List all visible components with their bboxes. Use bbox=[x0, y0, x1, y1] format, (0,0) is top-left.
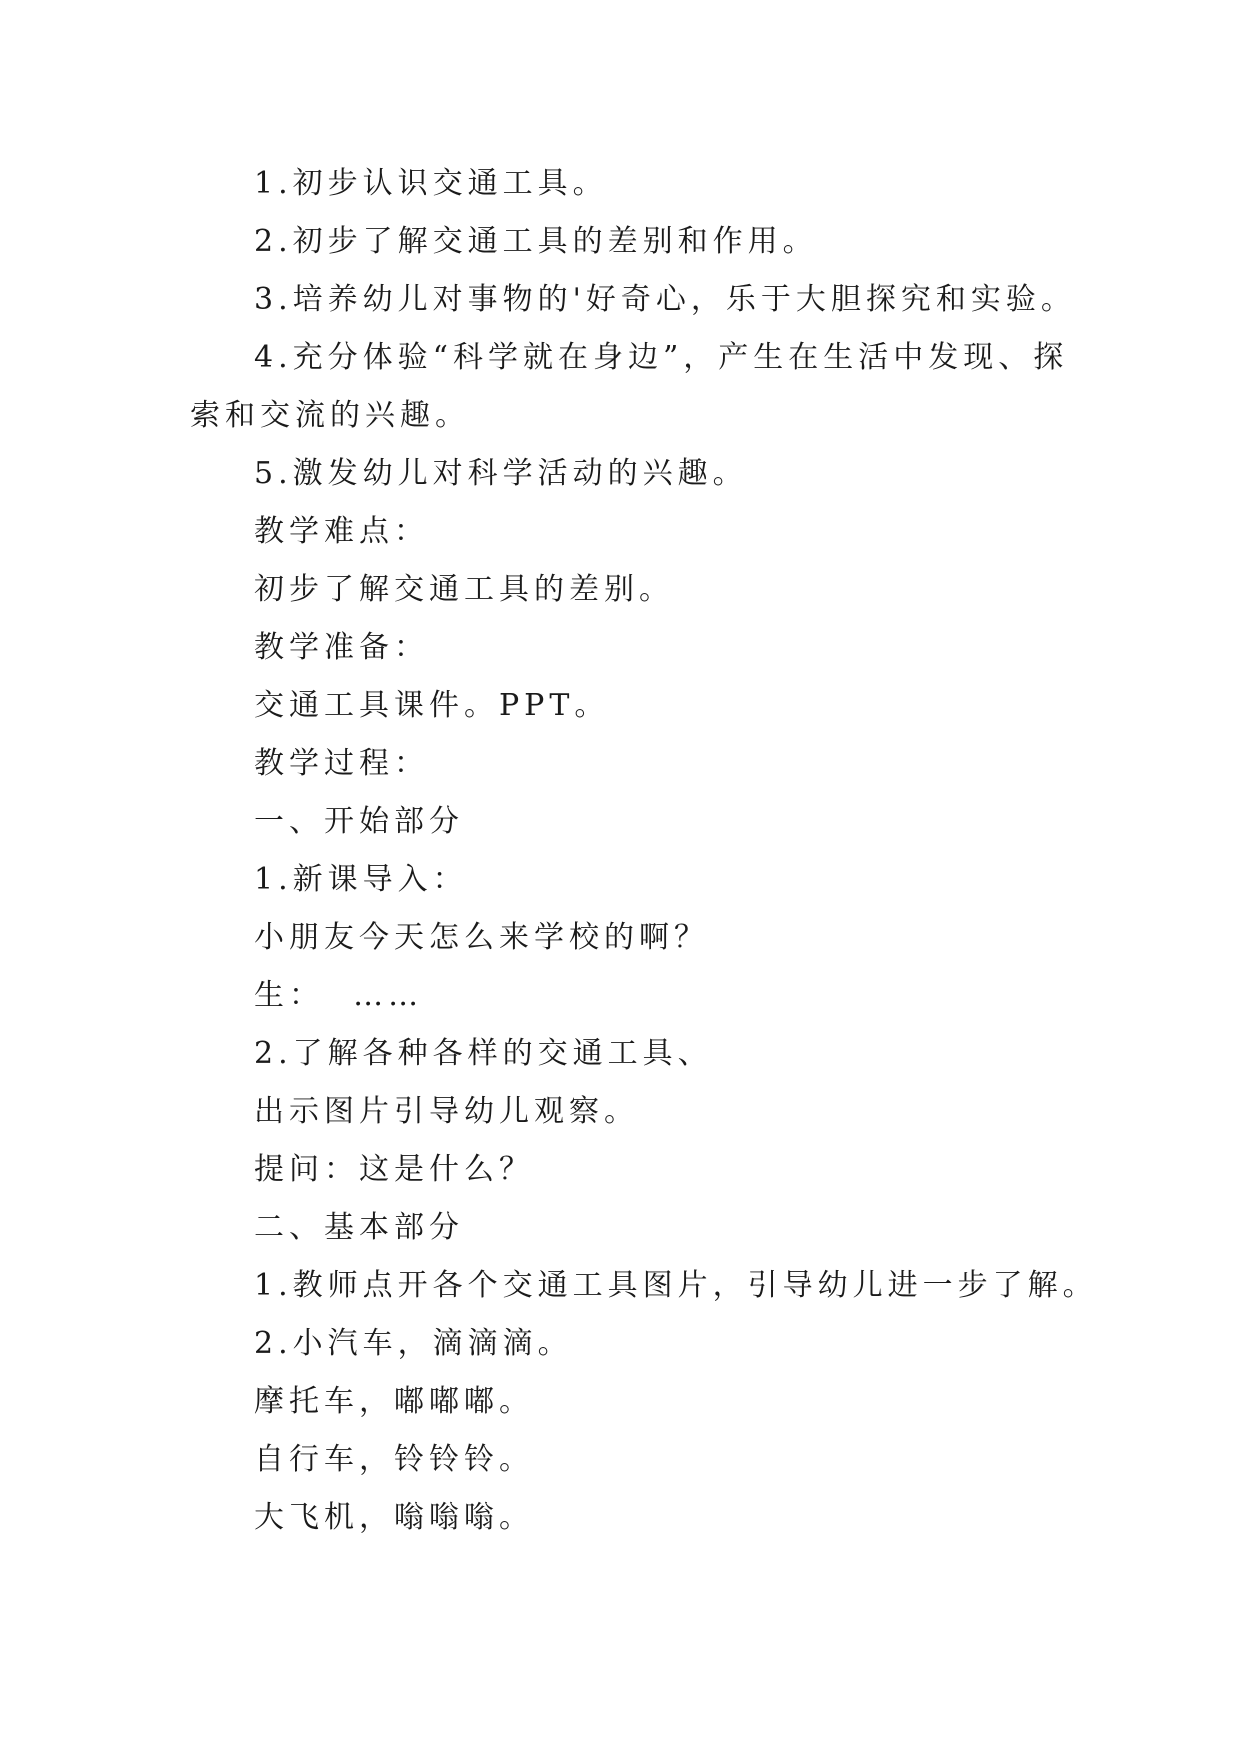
student-answer: 生： …… bbox=[254, 978, 424, 1013]
goal-4-line-1: 4.充分体验“科学就在身边”，产生在生活中发现、探 bbox=[254, 340, 1069, 375]
vehicle-bicycle: 自行车，铃铃铃。 bbox=[254, 1442, 534, 1477]
question-prompt: 提问：这是什么？ bbox=[254, 1152, 534, 1187]
goal-3: 3.培养幼儿对事物的'好奇心，乐于大胆探究和实验。 bbox=[254, 282, 1076, 317]
goal-4-line-2: 索和交流的兴趣。 bbox=[190, 398, 470, 433]
part-one-heading: 一、开始部分 bbox=[254, 804, 464, 839]
goal-1: 1.初步认识交通工具。 bbox=[254, 166, 608, 201]
show-pictures: 出示图片引导幼儿观察。 bbox=[254, 1094, 639, 1129]
section-heading-preparation: 教学准备： bbox=[254, 630, 429, 665]
intro-question: 小朋友今天怎么来学校的啊？ bbox=[254, 920, 709, 955]
goal-5: 5.激发幼儿对科学活动的兴趣。 bbox=[254, 456, 748, 491]
intro-item: 1.新课导入： bbox=[254, 862, 468, 897]
vehicle-airplane: 大飞机，嗡嗡嗡。 bbox=[254, 1500, 534, 1535]
goal-4 bbox=[190, 329, 1070, 445]
section-heading-process: 教学过程： bbox=[254, 746, 429, 781]
vehicle-motorcycle: 摩托车，嘟嘟嘟。 bbox=[254, 1384, 534, 1419]
difficulty-text: 初步了解交通工具的差别。 bbox=[254, 572, 674, 607]
goal-2: 2.初步了解交通工具的差别和作用。 bbox=[254, 224, 818, 259]
section-heading-difficulty: 教学难点： bbox=[254, 514, 429, 549]
part-two-heading: 二、基本部分 bbox=[254, 1210, 464, 1245]
preparation-text: 交通工具课件。PPT。 bbox=[254, 688, 610, 723]
explore-item: 2.了解各种各样的交通工具、 bbox=[254, 1036, 713, 1071]
document-body bbox=[190, 155, 1098, 1547]
vehicle-car: 2.小汽车，滴滴滴。 bbox=[254, 1326, 573, 1361]
teacher-step: 1.教师点开各个交通工具图片，引导幼儿进一步了解。 bbox=[254, 1268, 1098, 1303]
